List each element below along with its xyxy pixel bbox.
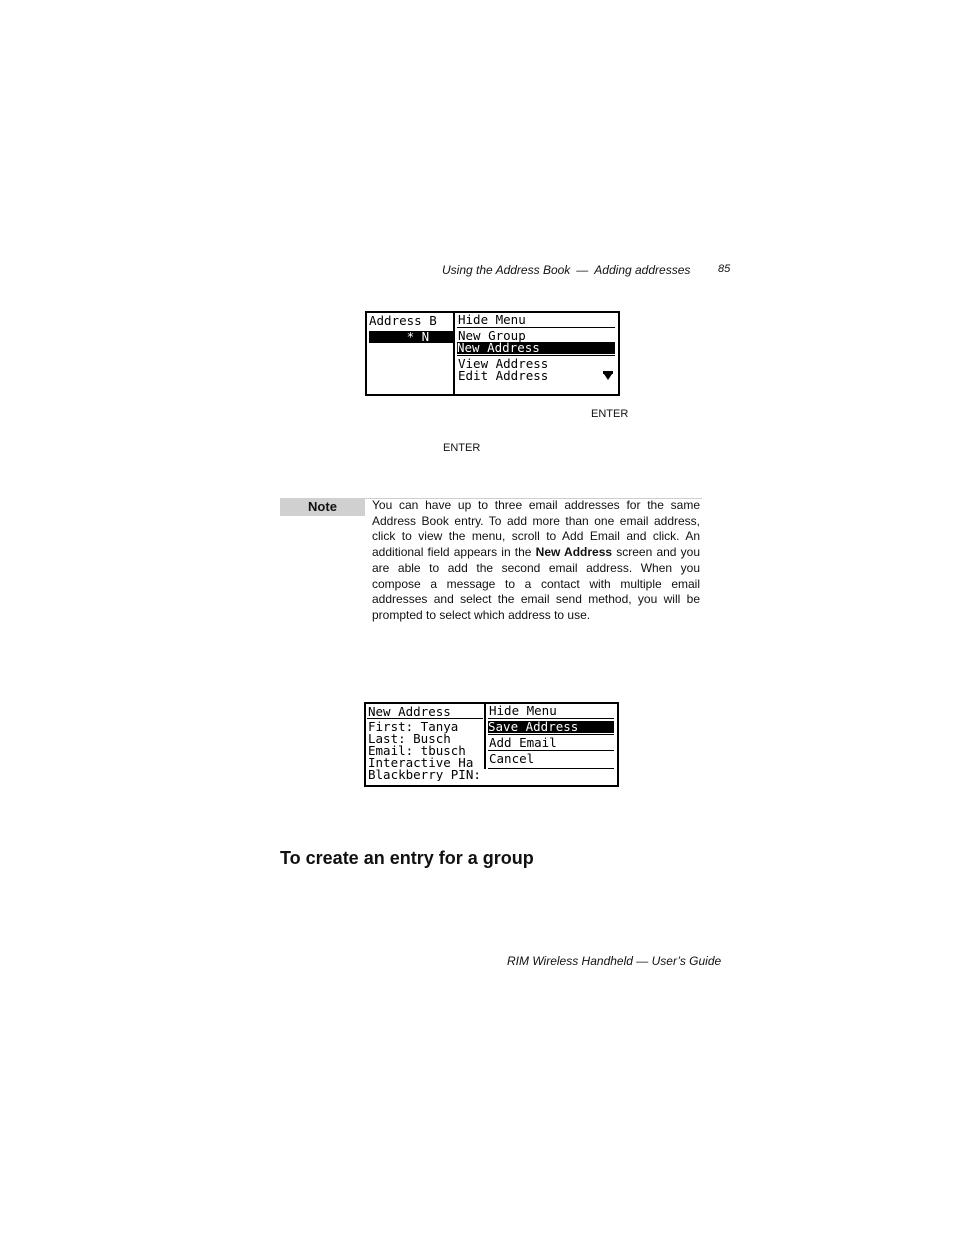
down-arrow-icon[interactable]	[603, 371, 613, 383]
new-address-menu-screen	[364, 702, 619, 787]
section-heading: To create an entry for a group	[280, 848, 534, 868]
header-separator: —	[576, 263, 589, 277]
field-first: First: Tanya	[368, 721, 459, 733]
menu-item-edit-address[interactable]: Edit Address	[458, 370, 549, 382]
header-section: Using the Address Book	[442, 263, 571, 277]
note-label: Note	[280, 498, 365, 516]
menu-divider	[484, 704, 486, 769]
field-email: Email: tbusch	[368, 745, 466, 757]
menu-item-view-address[interactable]: View Address	[458, 358, 549, 370]
note-bold-term: New Address	[535, 545, 613, 560]
menu-separator	[488, 750, 614, 751]
menu-bottom-line	[488, 768, 614, 769]
enter-key-label: ENTER	[443, 442, 481, 454]
menu-separator	[457, 327, 615, 328]
title-underline	[367, 718, 483, 719]
selected-entry: * N	[369, 331, 453, 343]
menu-item-new-group[interactable]: New Group	[458, 330, 526, 342]
address-book-menu-screen	[365, 311, 620, 396]
note-text	[372, 498, 700, 624]
menu-separator	[457, 355, 615, 356]
menu-item-save-address[interactable]: Save Address	[488, 721, 614, 733]
menu-item-hide-menu[interactable]: Hide Menu	[458, 314, 526, 326]
menu-divider	[453, 313, 455, 394]
screen-title: Address B	[369, 315, 437, 327]
page-footer: RIM Wireless Handheld — User’s Guide	[507, 954, 722, 968]
note-text-part: screen and you are able to add the second email address. When you compose a message to a contact with multiple email addresses and select the email send method, you will be prompted to select which address to use.	[372, 545, 700, 622]
enter-key-label: ENTER	[591, 408, 629, 420]
page-number: 85	[718, 263, 731, 275]
screen-title: New Address	[368, 706, 451, 718]
field-interactive: Interactive Ha	[368, 757, 474, 769]
menu-separator	[488, 734, 614, 735]
running-header	[442, 263, 690, 277]
field-blackberry-pin: Blackberry PIN:	[368, 769, 481, 781]
menu-item-hide-menu[interactable]: Hide Menu	[489, 705, 557, 717]
header-subsection: Adding addresses	[594, 263, 691, 277]
field-last: Last: Busch	[368, 733, 451, 745]
menu-separator	[488, 718, 614, 719]
note-text-part: You can have up to three email addresses for the same Address Book entry. To add more than one email address, click to view the menu, scroll to Add Email and click. An additional field appears in the	[372, 498, 700, 560]
menu-item-cancel[interactable]: Cancel	[489, 753, 535, 765]
menu-item-add-email[interactable]: Add Email	[489, 737, 557, 749]
menu-item-new-address[interactable]: New Address	[457, 342, 615, 354]
